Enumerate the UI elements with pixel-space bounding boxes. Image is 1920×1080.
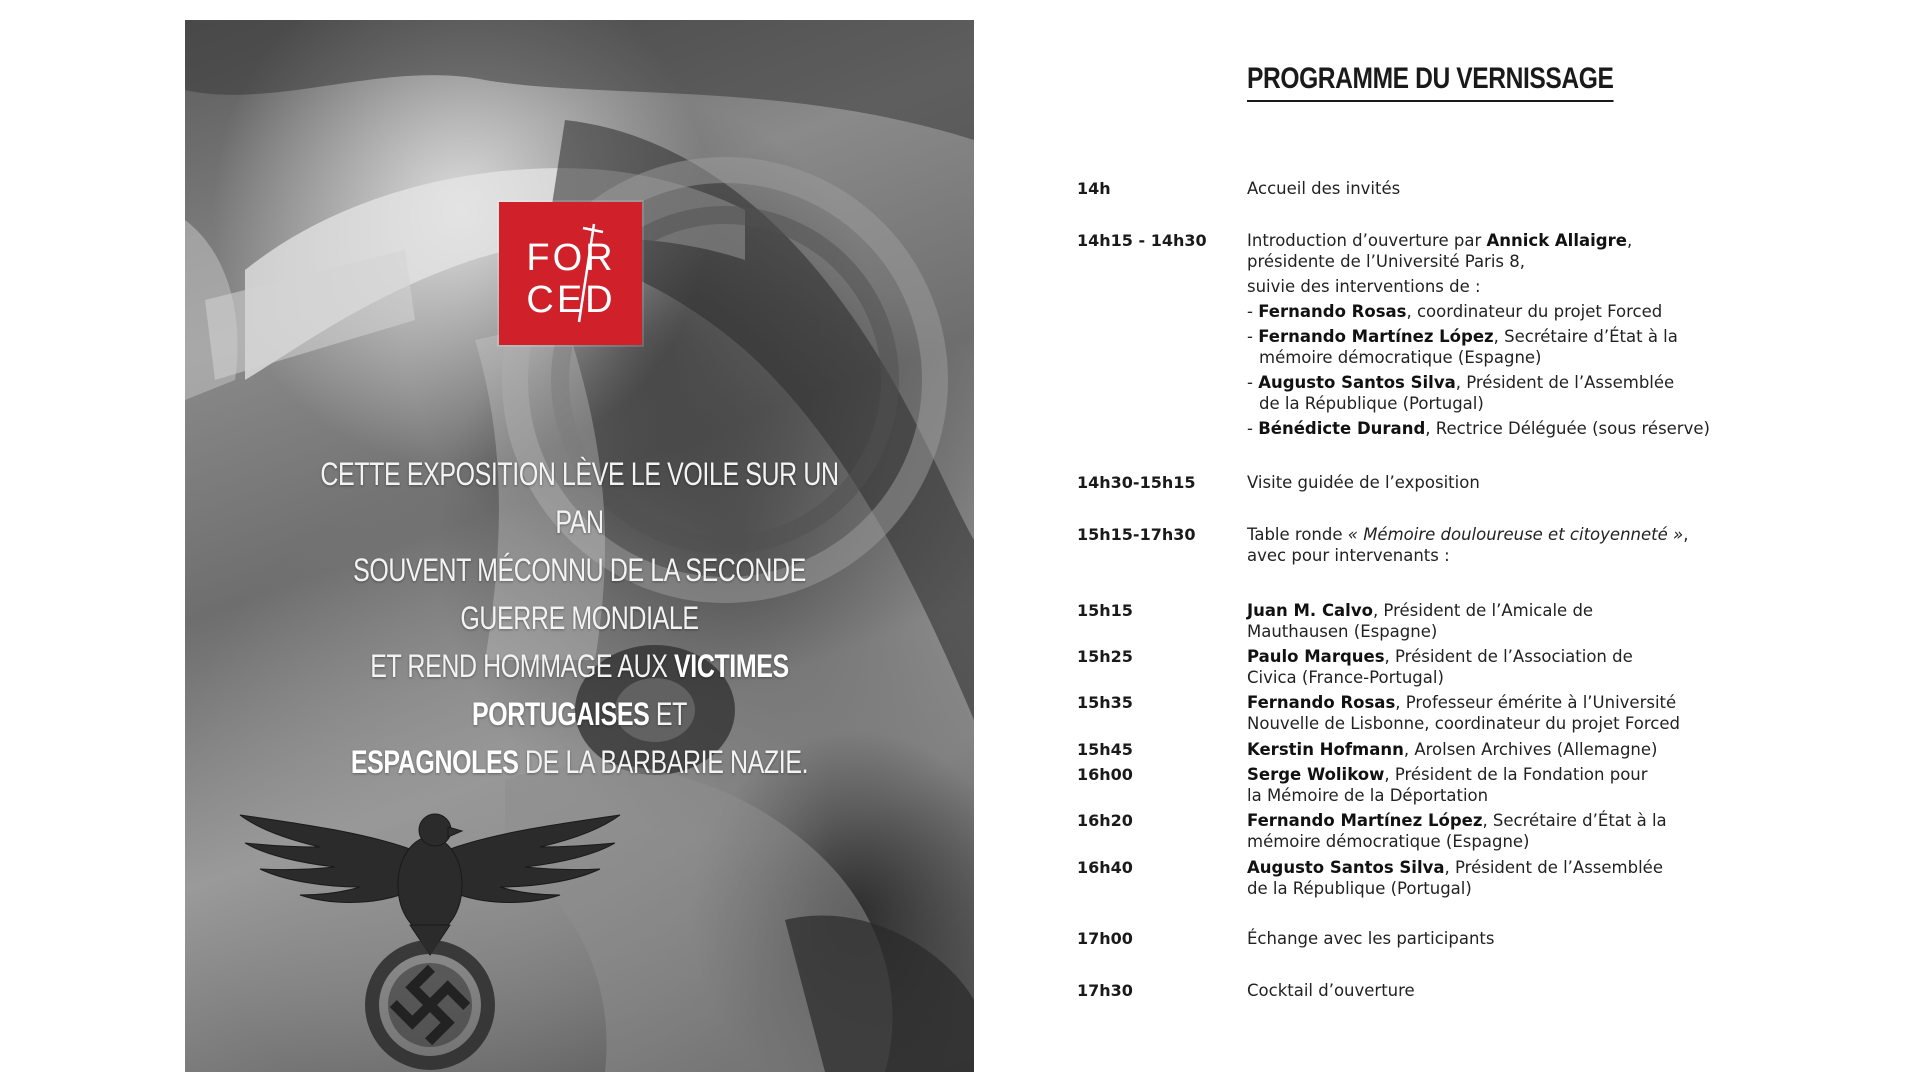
- tagline-line-3: ET REND HOMMAGE AUX VICTIMES PORTUGAISES ET: [370, 648, 789, 732]
- event-description: Augusto Santos Silva, Président de l’Assemblée de la République (Portugal): [1247, 858, 1663, 898]
- time-label: 17h00: [1077, 929, 1133, 948]
- svg-text:FOR: FOR: [526, 237, 616, 279]
- speaker-name: Annick Allaigre: [1486, 231, 1627, 250]
- programme-title: PROGRAMME DU VERNISSAGE: [1247, 62, 1613, 102]
- forced-logo: [499, 202, 642, 345]
- highlight-spanish: ESPAGNOLES: [350, 744, 519, 780]
- time-label: 15h25: [1077, 647, 1133, 666]
- event-description: Fernando Martínez López, Secrétaire d’État à la mémoire démocratique (Espagne): [1247, 811, 1667, 851]
- poster-tagline: [303, 450, 856, 786]
- tagline-line-2: SOUVENT MÉCONNU DE LA SECONDE GUERRE MONDIALE: [353, 552, 806, 636]
- time-label: 14h: [1077, 179, 1111, 198]
- speaker-entry: - Augusto Santos Silva, Président de l’Assemblée de la République (Portugal): [1247, 373, 1675, 413]
- exhibition-poster: [185, 20, 974, 1072]
- time-label: 16h40: [1077, 858, 1133, 877]
- event-description: Fernando Rosas, Professeur émérite à l’Université Nouvelle de Lisbonne, coordinateur du projet Forced: [1247, 693, 1680, 733]
- event-description: Serge Wolikow, Président de la Fondation pour la Mémoire de la Déportation: [1247, 765, 1648, 805]
- event-description: Échange avec les participants: [1247, 929, 1495, 948]
- time-label: 14h15 - 14h30: [1077, 231, 1207, 250]
- event-description: Juan M. Calvo, Président de l’Amicale de Mauthausen (Espagne): [1247, 601, 1594, 641]
- event-description: Visite guidée de l’exposition: [1247, 473, 1480, 492]
- speaker-entry: - Fernando Rosas, coordinateur du projet Forced: [1247, 302, 1663, 321]
- tagline-line-1: CETTE EXPOSITION LÈVE LE VOILE SUR UN PAN: [320, 456, 839, 540]
- time-label: 17h30: [1077, 981, 1133, 1000]
- event-description: Cocktail d’ouverture: [1247, 981, 1415, 1000]
- speaker-entry: - Bénédicte Durand, Rectrice Déléguée (sous réserve): [1247, 419, 1710, 438]
- time-label: 15h15-17h30: [1077, 525, 1196, 544]
- event-description: Kerstin Hofmann, Arolsen Archives (Allemagne): [1247, 740, 1658, 759]
- tagline-line-4: ESPAGNOLES DE LA BARBARIE NAZIE.: [350, 744, 809, 780]
- event-description: Paulo Marques, Président de l’Association de Civica (France-Portugal): [1247, 647, 1633, 687]
- time-label: 15h15: [1077, 601, 1133, 620]
- time-label: 15h45: [1077, 740, 1133, 759]
- event-description: Table ronde « Mémoire douloureuse et citoyenneté », avec pour intervenants :: [1247, 525, 1689, 565]
- highlight-portuguese: VICTIMES PORTUGAISES: [471, 648, 789, 732]
- event-description: Accueil des invités: [1247, 179, 1401, 198]
- time-label: 16h20: [1077, 811, 1133, 830]
- time-label: 16h00: [1077, 765, 1133, 784]
- event-description: Introduction d’ouverture par Annick Allaigre, présidente de l’Université Paris 8, suivie des interventions de : - Fernando Rosas, coordinateur du projet Forced - Fernando Martínez López, Secrétaire d’État à la mémoire démocratique (Espagne) - Augusto Santos Silva, Président de l’Assemblée de la République (Portugal) - Bénédicte Durand, Rectrice Déléguée (sous réserve): [1247, 230, 1807, 439]
- svg-text:CED: CED: [526, 279, 616, 321]
- time-label: 14h30-15h15: [1077, 473, 1196, 492]
- time-label: 15h35: [1077, 693, 1133, 712]
- speaker-entry: - Fernando Martínez López, Secrétaire d’État à la mémoire démocratique (Espagne): [1247, 327, 1678, 367]
- eagle-emblem-icon: [230, 795, 630, 1072]
